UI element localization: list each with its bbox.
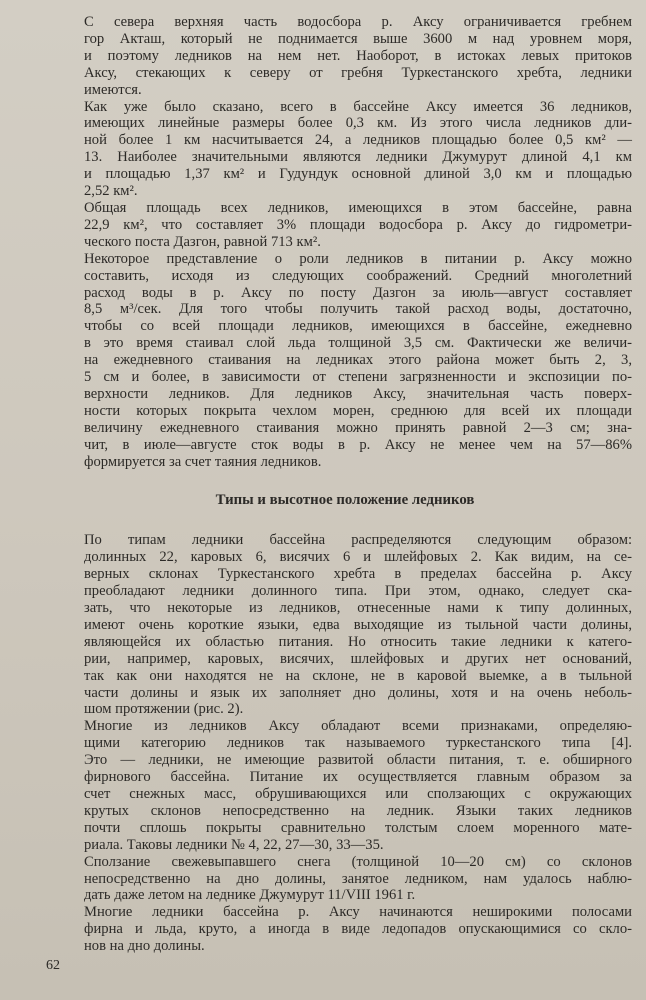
- text-line: шом протяжении (рис. 2).: [84, 701, 244, 718]
- text-line: 2,52 км².: [84, 183, 138, 200]
- text-line: имеют очень короткие языки, едва выходящие из тыльной части долины,: [84, 616, 632, 633]
- text-line: имеющих линейные размеры более 0,3 км. Из этого числа ледников дли-: [84, 115, 632, 132]
- text-line: фирна и льда, круто, а иногда в виде ледопадов опускающимися со скло-: [84, 921, 632, 938]
- text-line: формируется за счет таяния ледников.: [84, 453, 322, 470]
- section-intro: [58, 14, 632, 470]
- text-line: щими категорию ледников так называемого туркестанского типа [4].: [84, 735, 632, 752]
- text-line: Аксу, стекающих к северу от гребня Туркестанского хребта, ледники: [84, 64, 632, 81]
- text-line: Многие из ледников Аксу обладают всеми признаками, определяю-: [84, 718, 632, 735]
- text-line: нов на дно долины.: [84, 938, 205, 955]
- text-line: почти сплошь покрыты сравнительно толстым слоем моренного мате-: [84, 819, 632, 836]
- text-line: так как они находятся не на склоне, не в каровой выемке, а в тыльной: [84, 667, 632, 684]
- text-line: и поэтому ледников на нем нет. Наоборот, в истоках левых притоков: [84, 47, 632, 64]
- text-line: счет снежных масс, обрушивающихся или сползающих с окружающих: [84, 785, 632, 802]
- paragraph: [58, 854, 632, 905]
- paragraph: [58, 200, 632, 251]
- paragraph: [58, 14, 632, 99]
- text-line: Многие ледники бассейна р. Аксу начинаются неширокими полосами: [84, 904, 632, 921]
- text-line: 22,9 км², что составляет 3% площади водосбора р. Аксу до гидрометри-: [84, 216, 632, 233]
- text-line: Сползание свежевыпавшего снега (толщиной 10—20 см) со склонов: [84, 853, 632, 870]
- paragraph: [58, 251, 632, 471]
- text-line: и площадью 1,37 км² и Гудундук основной длиной 3,0 км и площадью: [84, 166, 632, 183]
- paragraph: [58, 904, 632, 955]
- text-line: ной более 1 км насчитывается 24, а ледников площадью более 0,5 км² —: [84, 132, 632, 149]
- text-line: долинных 22, каровых 6, висячих 6 и шлейфовых 2. Как видим, на се-: [84, 549, 632, 566]
- text-line: С севера верхняя часть водосбора р. Аксу ограничивается гребнем: [84, 14, 632, 30]
- text-line: 13. Наиболее значительными являются ледники Джумурут длиной 4,1 км: [84, 149, 632, 166]
- paragraph: [58, 718, 632, 853]
- text-line: Это — ледники, не имеющие развитой области питания, т. е. обширного: [84, 752, 632, 769]
- text-line: ческого поста Дазгон, равной 713 км².: [84, 233, 321, 250]
- text-line: имеются.: [84, 81, 142, 98]
- text-line: дать даже летом на леднике Джумурут 11/VIII 1961 г.: [84, 887, 416, 904]
- text-line: чит, в июле—августе сток воды в р. Аксу не менее чем на 57—86%: [84, 436, 632, 453]
- text-line: верхности ледников. Для ледников Аксу, значительная часть поверх-: [84, 385, 632, 402]
- text-line: чтобы со всей площади ледников, имеющихся в бассейне, ежедневно: [84, 318, 632, 335]
- text-line: составить, исходя из следующих соображений. Средний многолетний: [84, 267, 632, 284]
- text-line: крутых склонов непосредственно на ледник. Языки таких ледников: [84, 802, 632, 819]
- text-line: части долины и язык их заполняет дно долины, хотя и на очень неболь-: [84, 684, 632, 701]
- text-line: на ежедневного стаивания на ледниках этого района может быть 2, 3,: [84, 352, 632, 369]
- page-text: [58, 14, 632, 955]
- section-heading: Типы и высотное положение ледников: [215, 492, 475, 509]
- text-line: рии, например, каровых, висячих, шлейфовых и других нет оснований,: [84, 650, 632, 667]
- section-types: [58, 532, 632, 955]
- text-line: непосредственно на дно долины, занятое ледником, нам удалось наблю-: [84, 870, 632, 887]
- text-line: зать, что некоторые из ледников, отнесенные нами к типу долинных,: [84, 600, 632, 616]
- text-line: Некоторое представление о роли ледников в питании р. Аксу можно: [84, 250, 632, 267]
- text-line: в это время стаивал слой льда толщиной 3,5 см. Фактически же величи-: [84, 335, 632, 352]
- text-line: верных склонах Туркестанского хребта в пределах бассейна р. Аксу: [84, 566, 632, 583]
- text-line: фирнового бассейна. Питание их осуществляется главным образом за: [84, 769, 632, 786]
- paragraph: [58, 99, 632, 200]
- text-line: являющейся их областью питания. Но относить такие ледники к катего-: [84, 633, 632, 650]
- text-line: Общая площадь всех ледников, имеющихся в этом бассейне, равна: [84, 199, 632, 216]
- text-line: 5 см и более, в зависимости от степени загрязненности и экспозиции по-: [84, 369, 632, 386]
- text-line: гор Акташ, который не поднимается выше 3600 м над уровнем моря,: [84, 30, 632, 47]
- text-line: величину ежедневного стаивания можно принять равной 2—3 см; зна-: [84, 419, 632, 436]
- paragraph: [58, 532, 632, 718]
- text-line: Как уже было сказано, всего в бассейне Аксу имеется 36 ледников,: [84, 98, 632, 115]
- page-number: 62: [46, 958, 60, 973]
- text-line: преобладают ледники долинного типа. При этом, однако, следует ска-: [84, 583, 632, 600]
- text-line: По типам ледники бассейна распределяются следующим образом:: [84, 532, 632, 549]
- text-line: расход воды в р. Аксу по посту Дазгон за июль—август составляет: [84, 284, 632, 301]
- text-line: 8,5 м³/сек. Для того чтобы получить такой расход воды, достаточно,: [84, 301, 632, 318]
- text-line: риала. Таковы ледники № 4, 22, 27—30, 33—35.: [84, 836, 384, 853]
- text-line: ности которых покрыта чехлом морен, среднюю для всей их площади: [84, 402, 632, 419]
